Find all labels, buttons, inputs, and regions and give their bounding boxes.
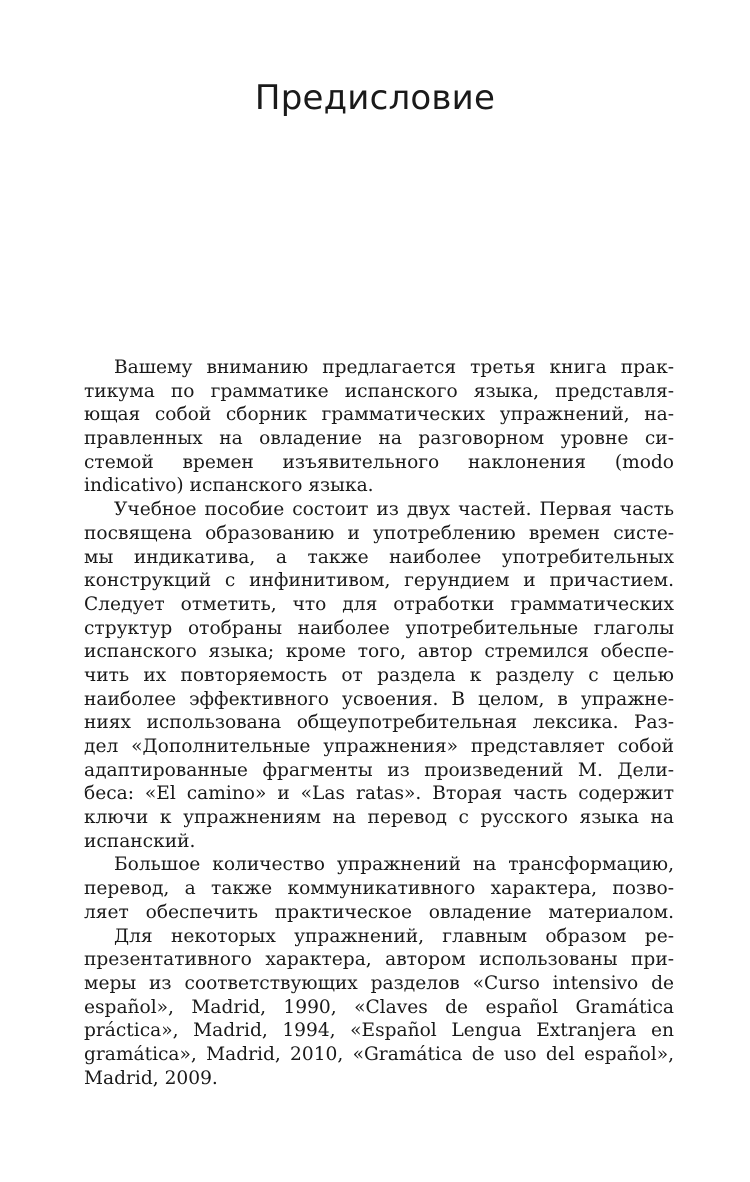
text-line: ниях использована общеупотребительная лексика. Раз- bbox=[84, 712, 674, 734]
text-line: структур отобраны наиболее употребительные глаголы bbox=[84, 617, 674, 639]
text-line: indicativo) испанского языка. bbox=[84, 475, 374, 497]
text-line: дел «Дополнительные упражнения» представляет собой bbox=[84, 736, 674, 757]
text-line: мы индикатива, а также наиболее употребительных bbox=[84, 546, 674, 568]
text-line: меры из соответствующих разделов «Curso intensivo de bbox=[84, 972, 674, 994]
text-line: перевод, а также коммуникативного характера, позво- bbox=[84, 878, 674, 900]
text-line: español», Madrid, 1990, «Claves de español Gramática bbox=[84, 996, 674, 1018]
text-line: Madrid, 2009. bbox=[84, 1067, 218, 1089]
text-line: ющая собой сборник грамматических упражнений, на- bbox=[84, 404, 674, 426]
text-line: правленных на овладение на разговорном уровне си- bbox=[84, 428, 674, 450]
preface-body bbox=[84, 356, 674, 1090]
text-line: посвящена образованию и употреблению времен систе- bbox=[84, 522, 674, 544]
text-line: Учебное пособие состоит из двух частей. Первая часть bbox=[114, 499, 674, 521]
text-line: адаптированные фрагменты из произведений М. Дели- bbox=[84, 759, 674, 781]
paragraph-2 bbox=[84, 498, 674, 853]
text-line: наиболее эффективного усвоения. В целом, в упражне- bbox=[84, 688, 674, 710]
page-title: Предисловие bbox=[254, 78, 496, 118]
text-line: стемой времен изъявительного наклонения (modo bbox=[84, 451, 674, 473]
text-line: испанский. bbox=[84, 830, 196, 852]
text-line: конструкций с инфинитивом, герундием и причастием. bbox=[84, 570, 674, 592]
text-line: Большое количество упражнений на трансформацию, bbox=[114, 854, 674, 876]
text-line: Следует отметить, что для отработки грамматических bbox=[84, 593, 674, 615]
text-line: Вашему вниманию предлагается третья книга прак- bbox=[114, 357, 674, 378]
paragraph-4 bbox=[84, 925, 674, 1091]
text-line: Для некоторых упражнений, главным образом ре- bbox=[114, 925, 674, 947]
text-line: беса: «El camino» и «Las ratas». Вторая часть содержит bbox=[84, 783, 674, 805]
text-line: чить их повторяемость от раздела к разделу с целью bbox=[84, 664, 674, 686]
paragraph-1 bbox=[84, 356, 674, 498]
text-line: práctica», Madrid, 1994, «Español Lengua Extranjera en bbox=[84, 1020, 674, 1042]
text-line: ляет обеспечить практическое овладение материалом. bbox=[84, 901, 674, 923]
text-line: ключи к упражнениям на перевод с русского языка на bbox=[84, 807, 674, 829]
text-line: gramática», Madrid, 2010, «Gramática de uso del español», bbox=[84, 1043, 674, 1065]
text-line: испанского языка; кроме того, автор стремился обеспе- bbox=[84, 641, 674, 663]
text-line: тикума по грамматике испанского языка, представля- bbox=[84, 380, 674, 402]
text-line: презентативного характера, автором использованы при- bbox=[84, 949, 674, 971]
paragraph-3 bbox=[84, 853, 674, 924]
